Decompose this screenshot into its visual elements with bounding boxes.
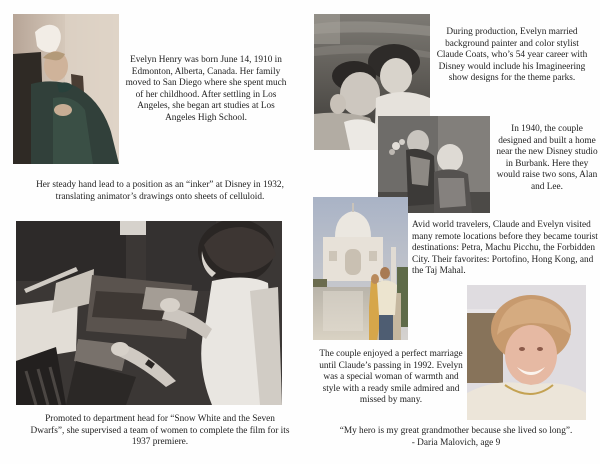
inker-caption: Her steady hand lead to a position as an “inker” at Disney in 1932, translating animator’s drawings onto sheets of celluloid. <box>36 180 284 202</box>
taj-mahal-photo <box>313 197 408 340</box>
childhood-portrait-photo <box>13 14 119 164</box>
marriage-caption: During production, Evelyn married background painter and color stylist Claude Coats, who’s 54 year career with Disney would include his Imagineering show designs for the theme parks. <box>436 27 588 84</box>
travel-caption: Avid world travelers, Claude and Evelyn visited many remote locations before they became tourist destinations: Petra, Machu Picchu, the Forbidden City. Their favorites: Portofino, Hong Kong, and the Taj Mahal. <box>412 220 598 277</box>
quote-attribution: - Daria Malovich, age 9 <box>411 438 501 448</box>
home-caption: In 1940, the couple designed and built a home near the new Disney studio in Burbank. Here they would raise two sons, Alan and Lee. <box>496 124 598 192</box>
passing-caption: The couple enjoyed a perfect marriage until Claude’s passing in 1992. Evelyn was a special woman of warmth and style with a ready smile admired and missed by many. <box>319 349 463 406</box>
snow-white-caption: Promoted to department head for “Snow White and the Seven Dwarfs”, she supervised a team of women to complete the film for its 1937 premiere. <box>30 414 290 448</box>
inker-at-work-photo <box>16 221 282 405</box>
intro-caption: Evelyn Henry was born June 14, 1910 in Edmonton, Alberta, Canada. Her family moved to San Diego where she spent much of her childhood. After settling in Los Angeles, she began art studies at Los Angeles High School. <box>125 55 287 123</box>
elderly-evelyn-portrait-photo <box>467 285 586 420</box>
quote-text: “My hero is my great grandmother because she lived so long”. <box>339 426 573 436</box>
